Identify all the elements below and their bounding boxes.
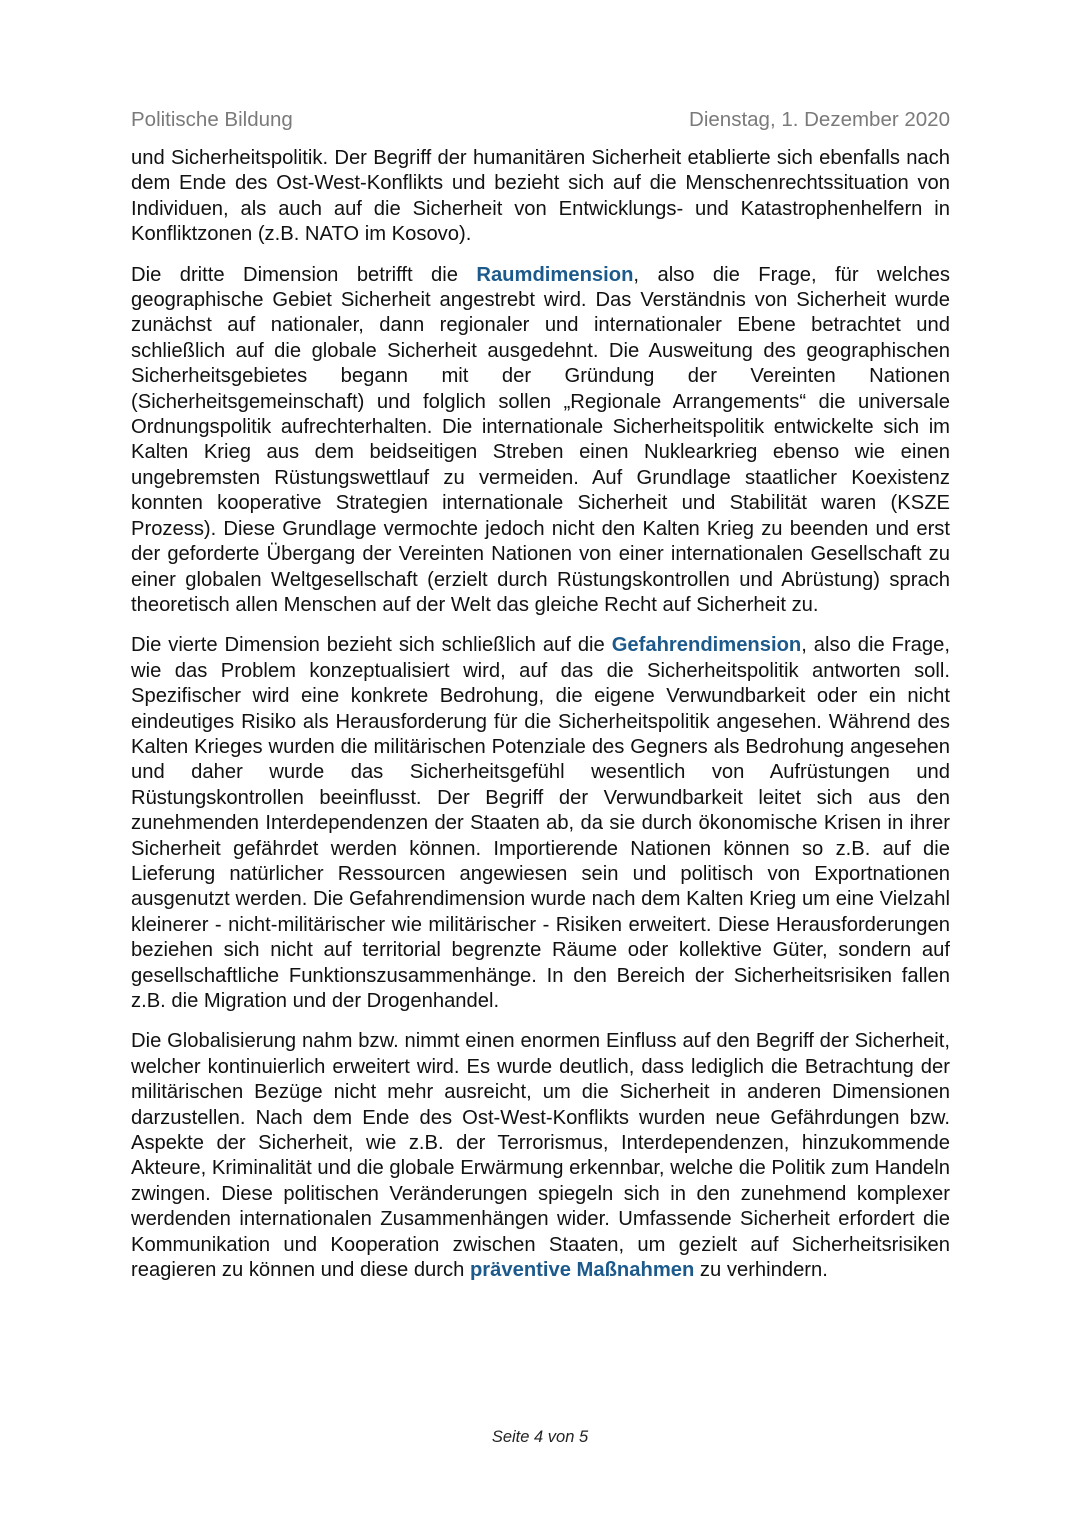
paragraph-4 (131, 1029, 950, 1283)
paragraph-4-after: zu verhindern. (694, 1259, 828, 1282)
paragraph-2-after: , also die Frage, für welches geographische Gebiet Sicherheit angestrebt wird. Das Verständnis von Sicherheit wurde zunächst auf nationaler, dann regionaler und internationaler Ebene betrachtet und schließlich auf die globale Sicherheit ausgedehnt. Die Ausweitung des geographischen Sicherheitsgebietes begann mit der Gründung der Vereinten Nationen (Sicherheitsgemeinschaft) und folglich sollen „Regionale Arrangements“ die universale Ordnungspolitik aufrechterhalten. Die internationale Sicherheitspolitik entwickelte sich im Kalten Krieg aus dem beidseitigen Streben einen Nuklearkrieg ebenso wie einen ungebremsten Rüstungswettlauf zu vermeiden. Auf Grundlage staatlicher Koexistenz konnten kooperative Strategien internationale Sicherheit und Stabilität waren (KSZE Prozess). Diese Grundlage vermochte jedoch nicht den Kalten Krieg zu beenden und erst der geforderte Übergang der Vereinten Nationen von einer internationalen Gesellschaft zu einer globalen Weltgesellschaft (erzielt durch Rüstungskontrollen und Abrüstung) sprach theoretisch allen Menschen auf der Welt das gleiche Recht auf Sicherheit zu. (131, 263, 950, 616)
header-date: Dienstag, 1. Dezember 2020 (689, 108, 950, 131)
paragraph-2-before: Die dritte Dimension betrifft die (131, 263, 477, 286)
paragraph-3-after: , also die Frage, wie das Problem konzeptualisiert wird, auf das die Sicherheitspolitik antworten soll. Spezifischer wird eine konkrete Bedrohung, die eigene Verwundbarkeit oder ein nicht eindeutiges Risiko als Herausforderung für die Sicherheitspolitik angesehen. Während des Kalten Krieges wurden die militärischen Potenziale des Gegners als Bedrohung angesehen und daher wurde das Sicherheitsgefühl wesentlich von Aufrüstungen und Rüstungskontrollen beeinflusst. Der Begriff der Verwundbarkeit leitet sich aus den zunehmenden Interdependenzen der Staaten ab, da sie durch ökonomische Krisen in ihrer Sicherheit gefährdet werden können. Importierende Nationen können so z.B. auf die Lieferung natürlicher Ressourcen angewiesen sein und politisch von Exportnationen ausgenutzt werden. Die Gefahrendimension wurde nach dem Kalten Krieg um eine Vielzahl kleinerer - nicht-militärischer wie militärischer - Risiken erweitert. Diese Herausforderungen beziehen sich nicht auf territorial begrenzte Räume oder kollektive Güter, sondern auf gesellschaftliche Funktionszusammenhänge. In den Bereich der Sicherheitsrisiken fallen z.B. die Migration und der Drogenhandel. (131, 634, 950, 1012)
paragraph-3-before: Die vierte Dimension bezieht sich schließlich auf die (131, 634, 612, 657)
header-subject: Politische Bildung (131, 108, 293, 131)
paragraph-1-text: und Sicherheitspolitik. Der Begriff der humanitären Sicherheit etablierte sich ebenfalls nach dem Ende des Ost-West-Konflikts und bezieht sich auf die Menschenrechtssituation von Individuen, als auch auf die Sicherheit von Entwicklungs- und Katastrophenhelfern in Konfliktzonen (z.B. NATO im Kosovo). (131, 147, 950, 246)
page-header (131, 108, 950, 136)
paragraph-2 (131, 263, 950, 619)
paragraph-3 (131, 633, 950, 1014)
keyword-raumdimension: Raumdimension (476, 263, 634, 286)
paragraph-4-before: Die Globalisierung nahm bzw. nimmt einen enormen Einfluss auf den Begriff der Sicherheit, welcher kontinuierlich erweitert wird. Es wurde deutlich, dass lediglich die Betrachtung der militärischen Bezüge nicht mehr ausreicht, um die Sicherheit in anderen Dimensionen darzustellen. Nach dem Ende des Ost-West-Konflikts wurden neue Gefährdungen bzw. Aspekte der Sicherheit, wie z.B. der Terrorismus, Interdependenzen, hinzukommende Akteure, Kriminalität und die globale Erwärmung erkennbar, welche die Politik zum Handeln zwingen. Diese politischen Veränderungen spiegeln sich in den zunehmend komplexer werdenden internationalen Zusammenhängen wider. Umfassende Sicherheit erfordert die Kommunikation und Kooperation zwischen Staaten, um gezielt auf Sicherheitsrisiken reagieren zu können und diese durch (131, 1030, 950, 1282)
keyword-praeventive-massnahmen: präventive Maßnahmen (469, 1259, 695, 1282)
page-number: Seite 4 von 5 (491, 1428, 589, 1446)
document-body (131, 146, 950, 1298)
page-footer (0, 1428, 1080, 1447)
paragraph-1 (131, 146, 950, 248)
keyword-gefahrendimension: Gefahrendimension (611, 634, 802, 657)
